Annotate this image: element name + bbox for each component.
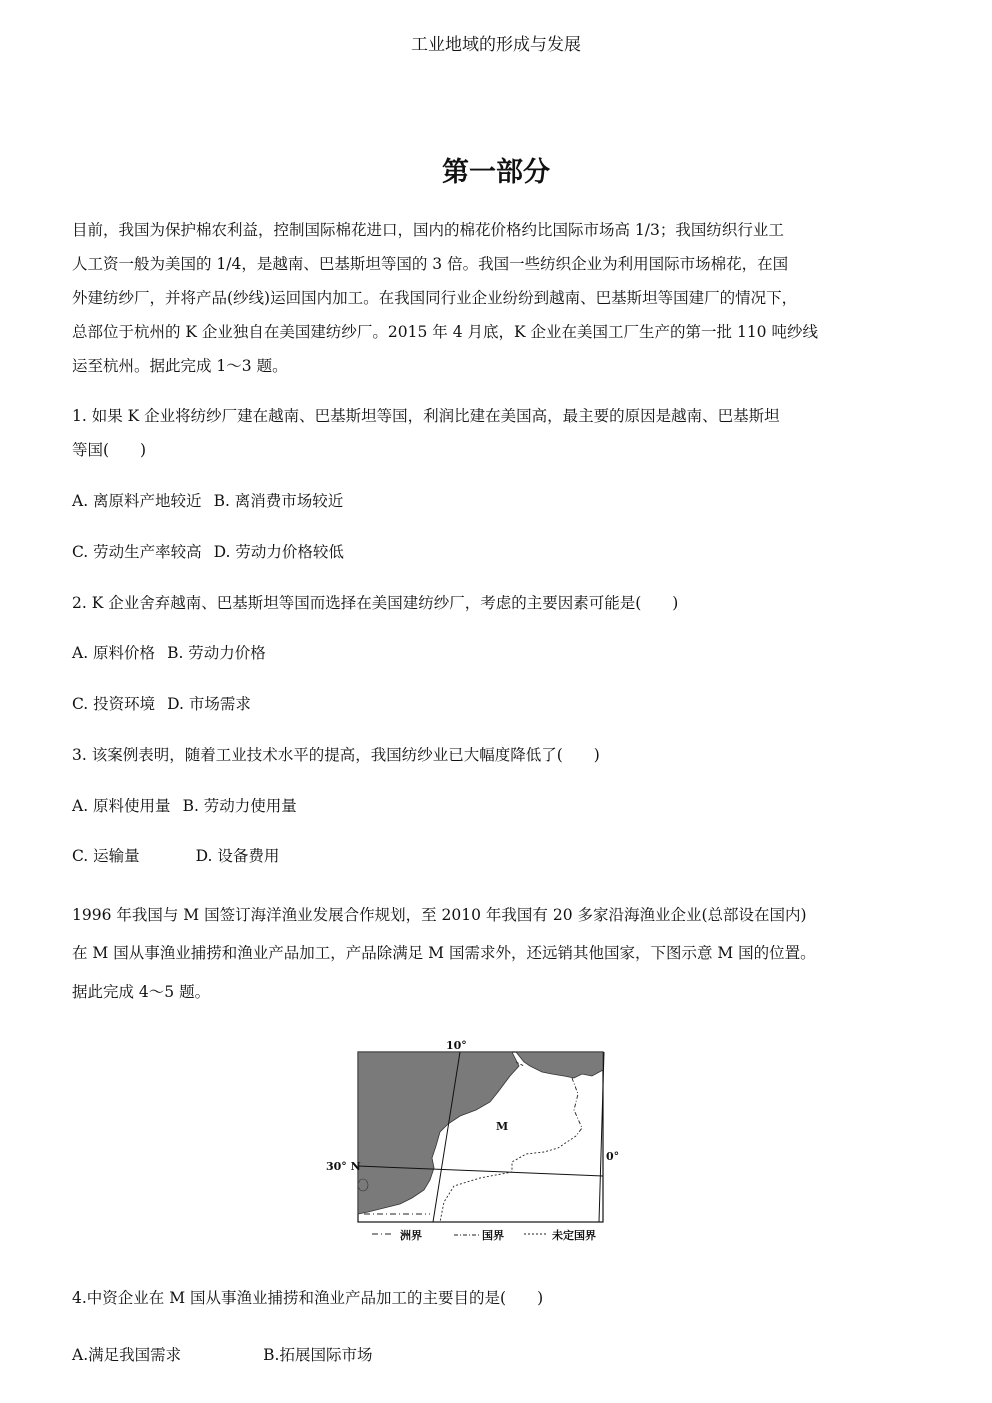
island — [358, 1179, 368, 1191]
legend-border-label: 国界 — [482, 1229, 504, 1242]
option-d: D. 市场需求 — [167, 695, 251, 713]
option-row — [72, 692, 251, 716]
map-figure — [320, 1036, 620, 1246]
passage-2-line: 据此完成 4～5 题。 — [72, 983, 211, 1001]
option-a: A. 原料使用量 — [72, 797, 171, 815]
option-row — [72, 794, 297, 818]
option-b: B. 劳动力使用量 — [182, 797, 297, 815]
label-m-country: M — [496, 1120, 509, 1133]
passage-2-line: 1996 年我国与 M 国签订海洋渔业发展合作规划，至 2010 年我国有 20 多家沿海渔业企业(总部设在国内) — [72, 906, 807, 924]
option-a: A. 离原料产地较近 — [72, 492, 202, 510]
legend-undetermined-label: 未定国界 — [552, 1229, 596, 1242]
passage-1-line: 外建纺纱厂，并将产品(纱线)运回国内加工。在我国同行业企业纷纷到越南、巴基斯坦等国建厂的情况下， — [72, 289, 798, 307]
option-row — [72, 540, 344, 564]
label-10-degree: 10° — [446, 1039, 467, 1052]
legend-continent-label: 洲界 — [400, 1229, 422, 1242]
question-stem: 4.中资企业在 M 国从事渔业捕捞和渔业产品加工的主要目的是( ) — [72, 1289, 544, 1307]
option-d: D. 劳动力价格较低 — [213, 543, 344, 561]
option-row — [72, 1343, 372, 1367]
passage-1-line: 总部位于杭州的 K 企业独自在美国建纺纱厂。2015 年 4 月底，K 企业在美国工厂生产的第一批 110 吨纱线 — [72, 323, 818, 341]
option-c: C. 运输量 — [72, 847, 140, 865]
question-stem: 3. 该案例表明，随着工业技术水平的提高，我国纺纱业已大幅度降低了( ) — [72, 746, 600, 764]
option-row — [72, 641, 266, 665]
section-title: 第一部分 — [442, 157, 550, 188]
passage-2-line: 在 M 国从事渔业捕捞和渔业产品加工，产品除满足 M 国需求外，还远销其他国家，下图示意 M 国的位置。 — [72, 944, 816, 962]
question-stem: 等国( ) — [72, 441, 147, 459]
option-c: C. 劳动生产率较高 — [72, 543, 202, 561]
passage-1-line: 人工资一般为美国的 1/4，是越南、巴基斯坦等国的 3 倍。我国一些纺织企业为利用国际市场棉花，在国 — [72, 255, 789, 273]
option-d: D. 设备费用 — [195, 847, 280, 865]
question-stem: 2. K 企业舍弃越南、巴基斯坦等国而选择在美国建纺纱厂，考虑的主要因素可能是( ) — [72, 594, 679, 612]
label-0-degree: 0° — [606, 1150, 620, 1163]
passage-1-line: 运至杭州。据此完成 1～3 题。 — [72, 357, 288, 375]
page-header: 工业地域的形成与发展 — [411, 35, 581, 55]
label-30n: 30° N — [326, 1160, 361, 1173]
passage-1-line: 目前，我国为保护棉农利益，控制国际棉花进口，国内的棉花价格约比国际市场高 1/3；我国纺织行业工 — [72, 221, 784, 239]
option-b: B.拓展国际市场 — [263, 1346, 373, 1364]
option-a: A.满足我国需求 — [72, 1346, 182, 1364]
option-b: B. 离消费市场较近 — [213, 492, 344, 510]
option-c: C. 投资环境 — [72, 695, 156, 713]
option-row — [72, 489, 343, 513]
option-b: B. 劳动力价格 — [167, 644, 266, 662]
map-svg — [320, 1036, 620, 1246]
question-stem: 1. 如果 K 企业将纺纱厂建在越南、巴基斯坦等国，利润比建在美国高，最主要的原因是越南、巴基斯坦 — [72, 407, 780, 425]
option-row — [72, 844, 279, 868]
option-a: A. 原料价格 — [72, 644, 156, 662]
